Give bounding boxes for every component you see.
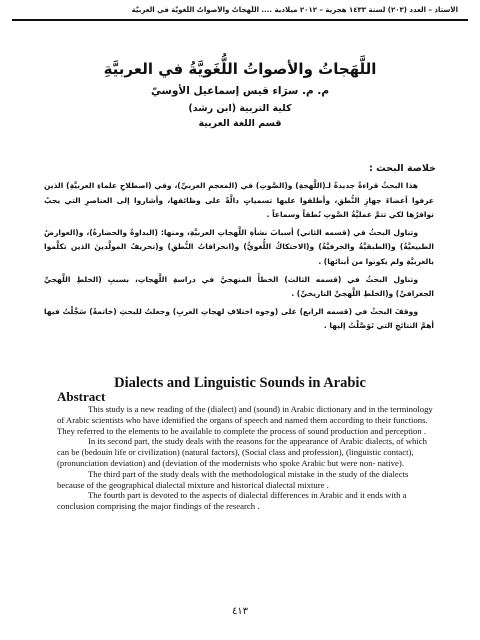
english-abstract-heading: Abstract: [57, 389, 106, 404]
english-abstract-paragraph: The third part of the study deals with the methodological mistake in the study of the dialects because of the geographical dialectal mixture and historical dialectal mixture .: [57, 468, 409, 490]
arabic-title: اللَّهَجاتُ والأصواتُ اللُّغَويَّةُ في العربيَّةِ: [103, 60, 377, 78]
english-abstract-paragraph: In its second part, the study deals with the reasons for the appearance of Arabic dialects, of which can be (bedouin life or civilization) (natural factors), (Social class and profession), (linguistic contact), (pronunciation deviation) and (deviation of the modernists who spoke Arabic but were non- native).: [57, 436, 427, 468]
running-head: الأستاذ – العدد (٢٠٣) لسنة ١٤٣٣ هجرية – ٢٠١٢ ميلادية .... اللَّهجاتُ والأصواتُ اللُّغويَّة في العربيَّة: [131, 6, 458, 14]
arabic-abstract-body: [44, 179, 434, 337]
arabic-affiliation: كلية التربية (ابن رشد): [188, 103, 292, 114]
english-abstract-paragraph: The fourth part is devoted to the aspects of dialectal differences in Arabic and it ends with a conclusion comprising the major findings of the research .: [57, 490, 407, 512]
english-abstract-body: [57, 404, 437, 512]
arabic-author: م. م. سرَاء قيس إسماعيل الأوسيّ: [150, 85, 330, 97]
english-title: Dialects and Linguistic Sounds in Arabic: [114, 375, 366, 391]
arabic-department: قسم اللغة العربية: [198, 118, 282, 129]
arabic-abstract-paragraph: وتناول البحثُ في (قسمه الثالث) الخطأَ المنهجيَّ في دراسةِ اللَّهجاتِ، بسببِ (الخلطِ اللَّهجيِّ الجغرافيِّ) و(الخلطِ اللَّهجيِّ التاريخيِّ) .: [44, 274, 434, 299]
arabic-abstract-paragraph: هذا البحثُ قراءةٌ جديدةٌ لـ(اللَّهجةِ) و(الصَّوتِ) في (المعجمِ العربيِّ)، وفي (اصطلاحِ علماءِ العربيَّةِ) الذين عرفوا أعضاءَ جهازِ النُّطقِ، وأطلقوا عليها تسمياتٍ دالَّةً على وظائفها، وأشاروا إلى العناصرِ التي يجبُ توافرُها لكي تتمَّ عمليَّةُ الصَّوتِ نُطقاً وسماعاً .: [44, 181, 434, 220]
page-number: ٤١٣: [231, 606, 249, 617]
english-abstract-paragraph: This study is a new reading of the (dialect) and (sound) in Arabic dictionary and in the terminology of Arabic scientists who have identified the organs of speech and named them according to their functions. They referred to the elements to be available to complete the process of sound production and perception .: [57, 404, 433, 436]
arabic-abstract-paragraph: وتناول البحثُ في (قسمه الثاني) أسبابَ نشأةِ اللَّهجاتِ العربيَّةِ، ومنها: (البداوةُ والحضارةُ)، و(العوارضُ الطبيعيَّةُ) و(الطبقيَّةُ والحرفيَّةُ) و(الاحتكاكُ اللُّغويُّ) و(انحرافاتُ النُّطقِ) و(تحريفُ المولَّدينَ الذين تكلَّموا بالعربيَّةِ ولم يكونوا من أبنائها) .: [44, 227, 434, 266]
header-rule: [12, 19, 468, 21]
arabic-abstract-heading: خلاصة البحث :: [368, 163, 436, 174]
arabic-abstract-paragraph: ووقفَ البحثُ في (قسمه الرابع) على (وجوه اختلافِ لهجاتِ العربِ) وجعلتُ للبحثِ (خاتمةً) سَجَّلْتُ فيها أهمَّ النتائجِ التي تَوَصَّلْتُ إليها .: [44, 306, 434, 331]
